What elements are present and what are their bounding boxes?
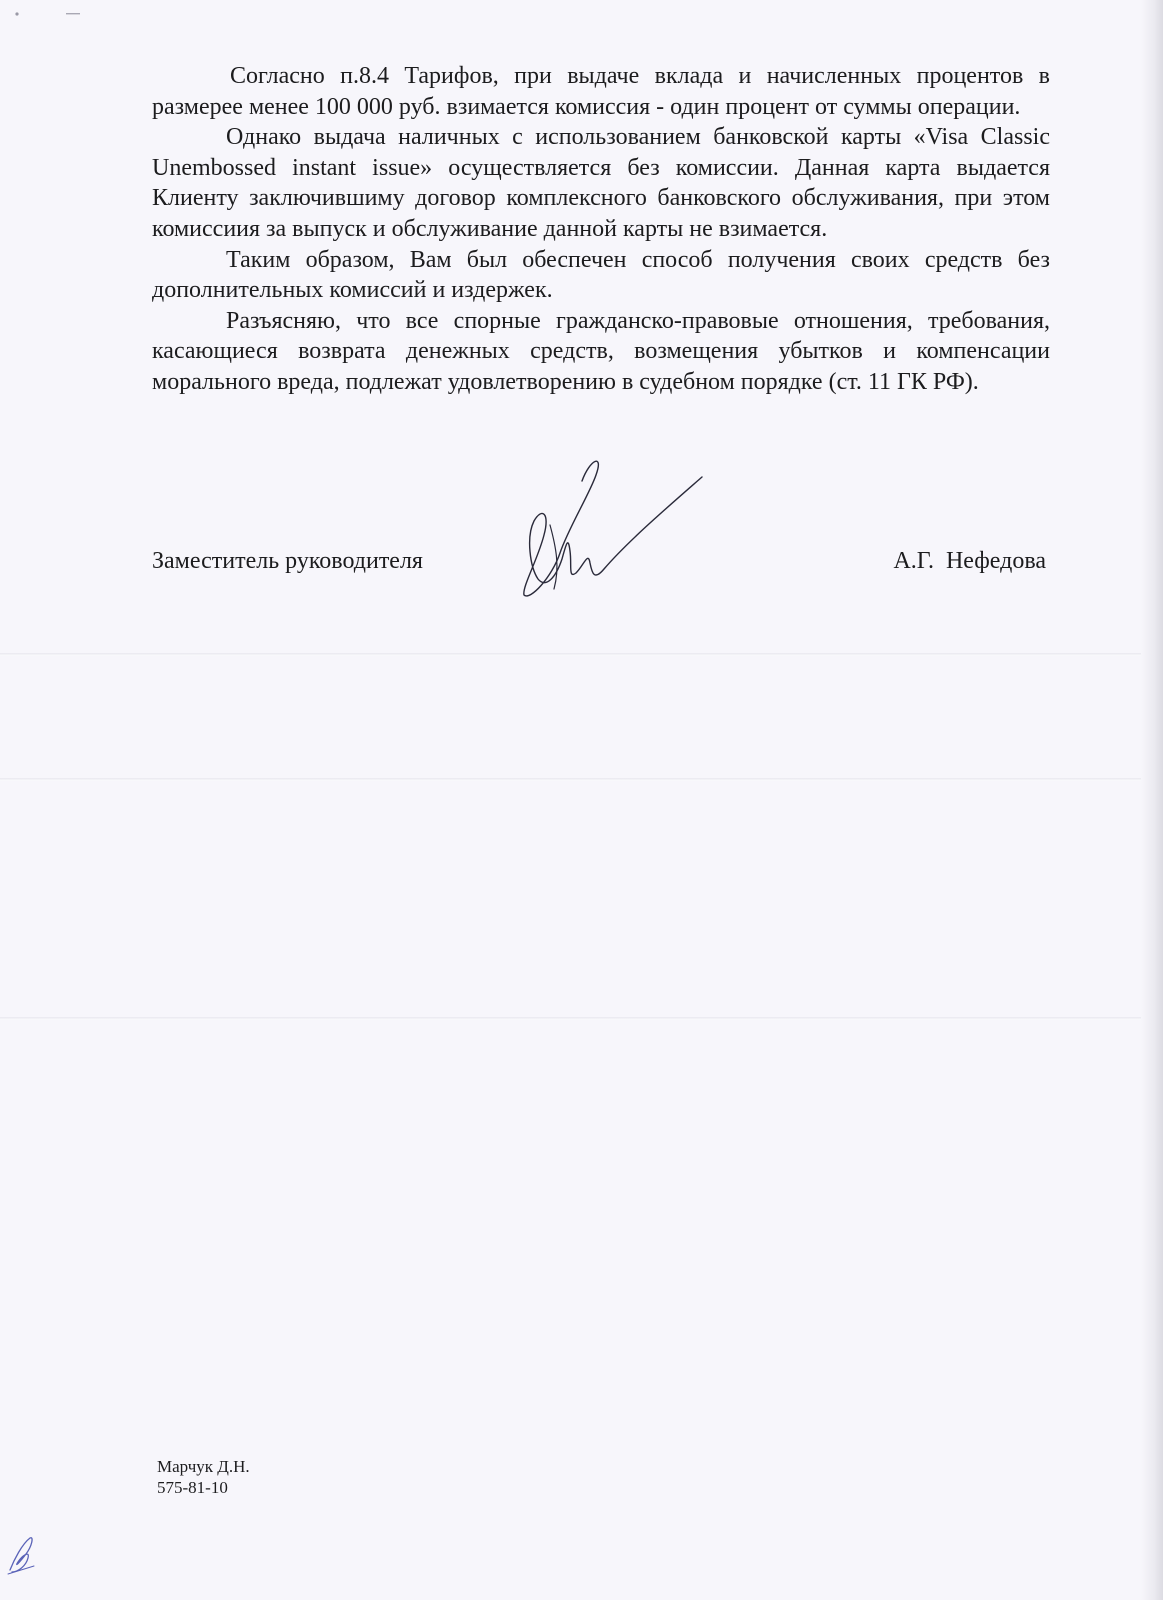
executor-phone: 575-81-10 [157,1478,228,1497]
scan-speck [14,6,84,16]
signatory-position: Заместитель руководителя [152,548,423,574]
signatory-name: А.Г. Нефедова [893,548,1046,574]
letter-body [152,61,1050,398]
handwritten-signature [520,455,720,605]
handwritten-mark-icon [4,1532,40,1576]
paragraph-clarification: Разъясняю, что все спорные гражданско-правовые отношения, требования, касающиеся возврата денежных средств, возмещения убытков и компенсации морального вреда, подлежат удовлетворению в судебном порядке (ст. 11 ГК РФ). [152,307,1050,395]
paragraph-card: Однако выдача наличных с использованием банковской карты «Visa Classic Unembossed instant issue» осуществляется без комиссии. Данная карта выдается Клиенту заключившиму договор комплексного банковского обслуживания, при этом комиссиия за выпуск и обслуживание данной карты не взимается. [152,124,1050,242]
paper-edge [1141,0,1163,1600]
paper-fold-line [0,778,1163,781]
paper-fold-line [0,653,1163,656]
executor-name: Марчук Д.Н. [157,1457,250,1476]
paragraph-conclusion: Таким образом, Вам был обеспечен способ получения своих средств без дополнительных комиссий и издержек. [152,246,1050,304]
executor-block [157,1456,250,1498]
paper-fold-line [0,1017,1163,1020]
paragraph-commission: Согласно п.8.4 Тарифов, при выдаче вклада и начисленных процентов в размерее менее 100 000 руб. взимается комиссия - один процент от суммы операции. [152,63,1050,120]
